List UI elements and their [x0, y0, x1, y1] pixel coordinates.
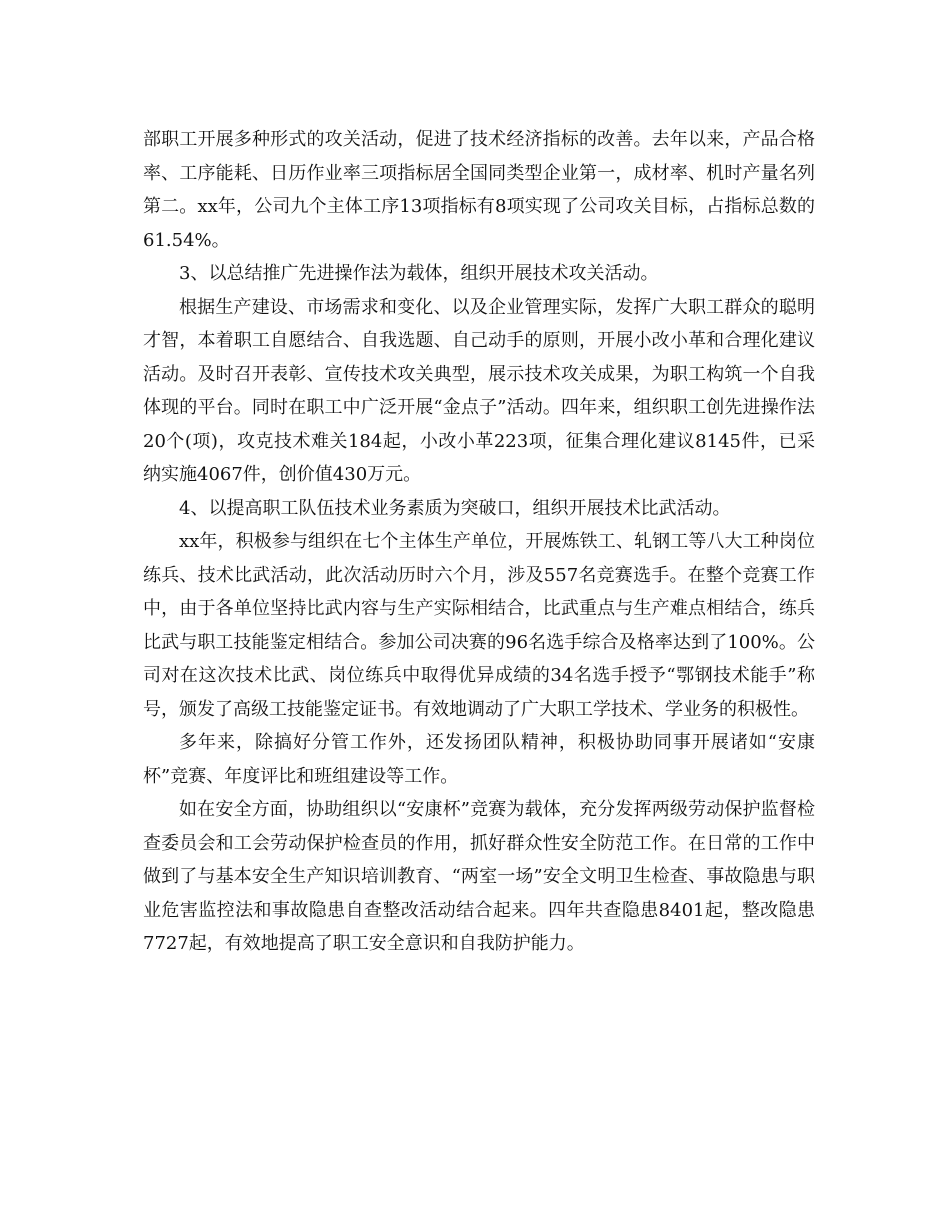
paragraph-section-3: 根据生产建设、市场需求和变化、以及企业管理实际，发挥广大职工群众的聪明才智，本着职工自愿结合、自我选题、自己动手的原则，开展小改小革和合理化建议活动。及时召开表彰、宣传技术攻关典型，展示技术攻关成果，为职工构筑一个自我体现的平台。同时在职工中广泛开展“金点子”活动。四年来，组织职工创先进操作法20个(项)，攻克技术难关184起，小改小革223项，征集合理化建议8145件，已采纳实施4067件，创价值430万元。 — [143, 296, 815, 485]
paragraph-teamwork: 多年来，除搞好分管工作外，还发扬团队精神，积极协助同事开展诸如“安康杯”竞赛、年度评比和班组建设等工作。 — [143, 732, 815, 787]
section-heading-4: 4、以提高职工队伍技术业务素质为突破口，组织开展技术比武活动。 — [179, 497, 731, 519]
paragraph-continued: 部职工开展多种形式的攻关活动，促进了技术经济指标的改善。去年以来，产品合格率、工序能耗、日历作业率三项指标居全国同类型企业第一，成材率、机时产量名列第二。xx年，公司九个主体工序13项指标有8项实现了公司攻关目标，占指标总数的61.54%。 — [143, 129, 815, 251]
section-heading-3: 3、以总结推广先进操作法为载体，组织开展技术攻关活动。 — [179, 263, 659, 284]
document-body — [143, 123, 815, 961]
paragraph-section-4: xx年，积极参与组织在七个主体生产单位，开展炼铁工、轧钢工等八大工种岗位练兵、技术比武活动，此次活动历时六个月，涉及557名竞赛选手。在整个竞赛工作中，由于各单位坚持比武内容与生产实际相结合，比武重点与生产难点相结合，练兵比武与职工技能鉴定相结合。参加公司决赛的96名选手综合及格率达到了100%。公司对在这次技术比武、岗位练兵中取得优异成绩的34名选手授予“鄂钢技术能手”称号，颁发了高级工技能鉴定证书。有效地调动了广大职工学技术、学业务的积极性。 — [143, 531, 815, 720]
paragraph-safety: 如在安全方面，协助组织以“安康杯”竞赛为载体，充分发挥两级劳动保护监督检查委员会和工会劳动保护检查员的作用，抓好群众性安全防范工作。在日常的工作中做到了与基本安全生产知识培训教育、“两室一场”安全文明卫生检查、事故隐患与职业危害监控法和事故隐患自查整改活动结合起来。四年共查隐患8401起，整改隐患7727起，有效地提高了职工安全意识和自我防护能力。 — [143, 799, 815, 954]
